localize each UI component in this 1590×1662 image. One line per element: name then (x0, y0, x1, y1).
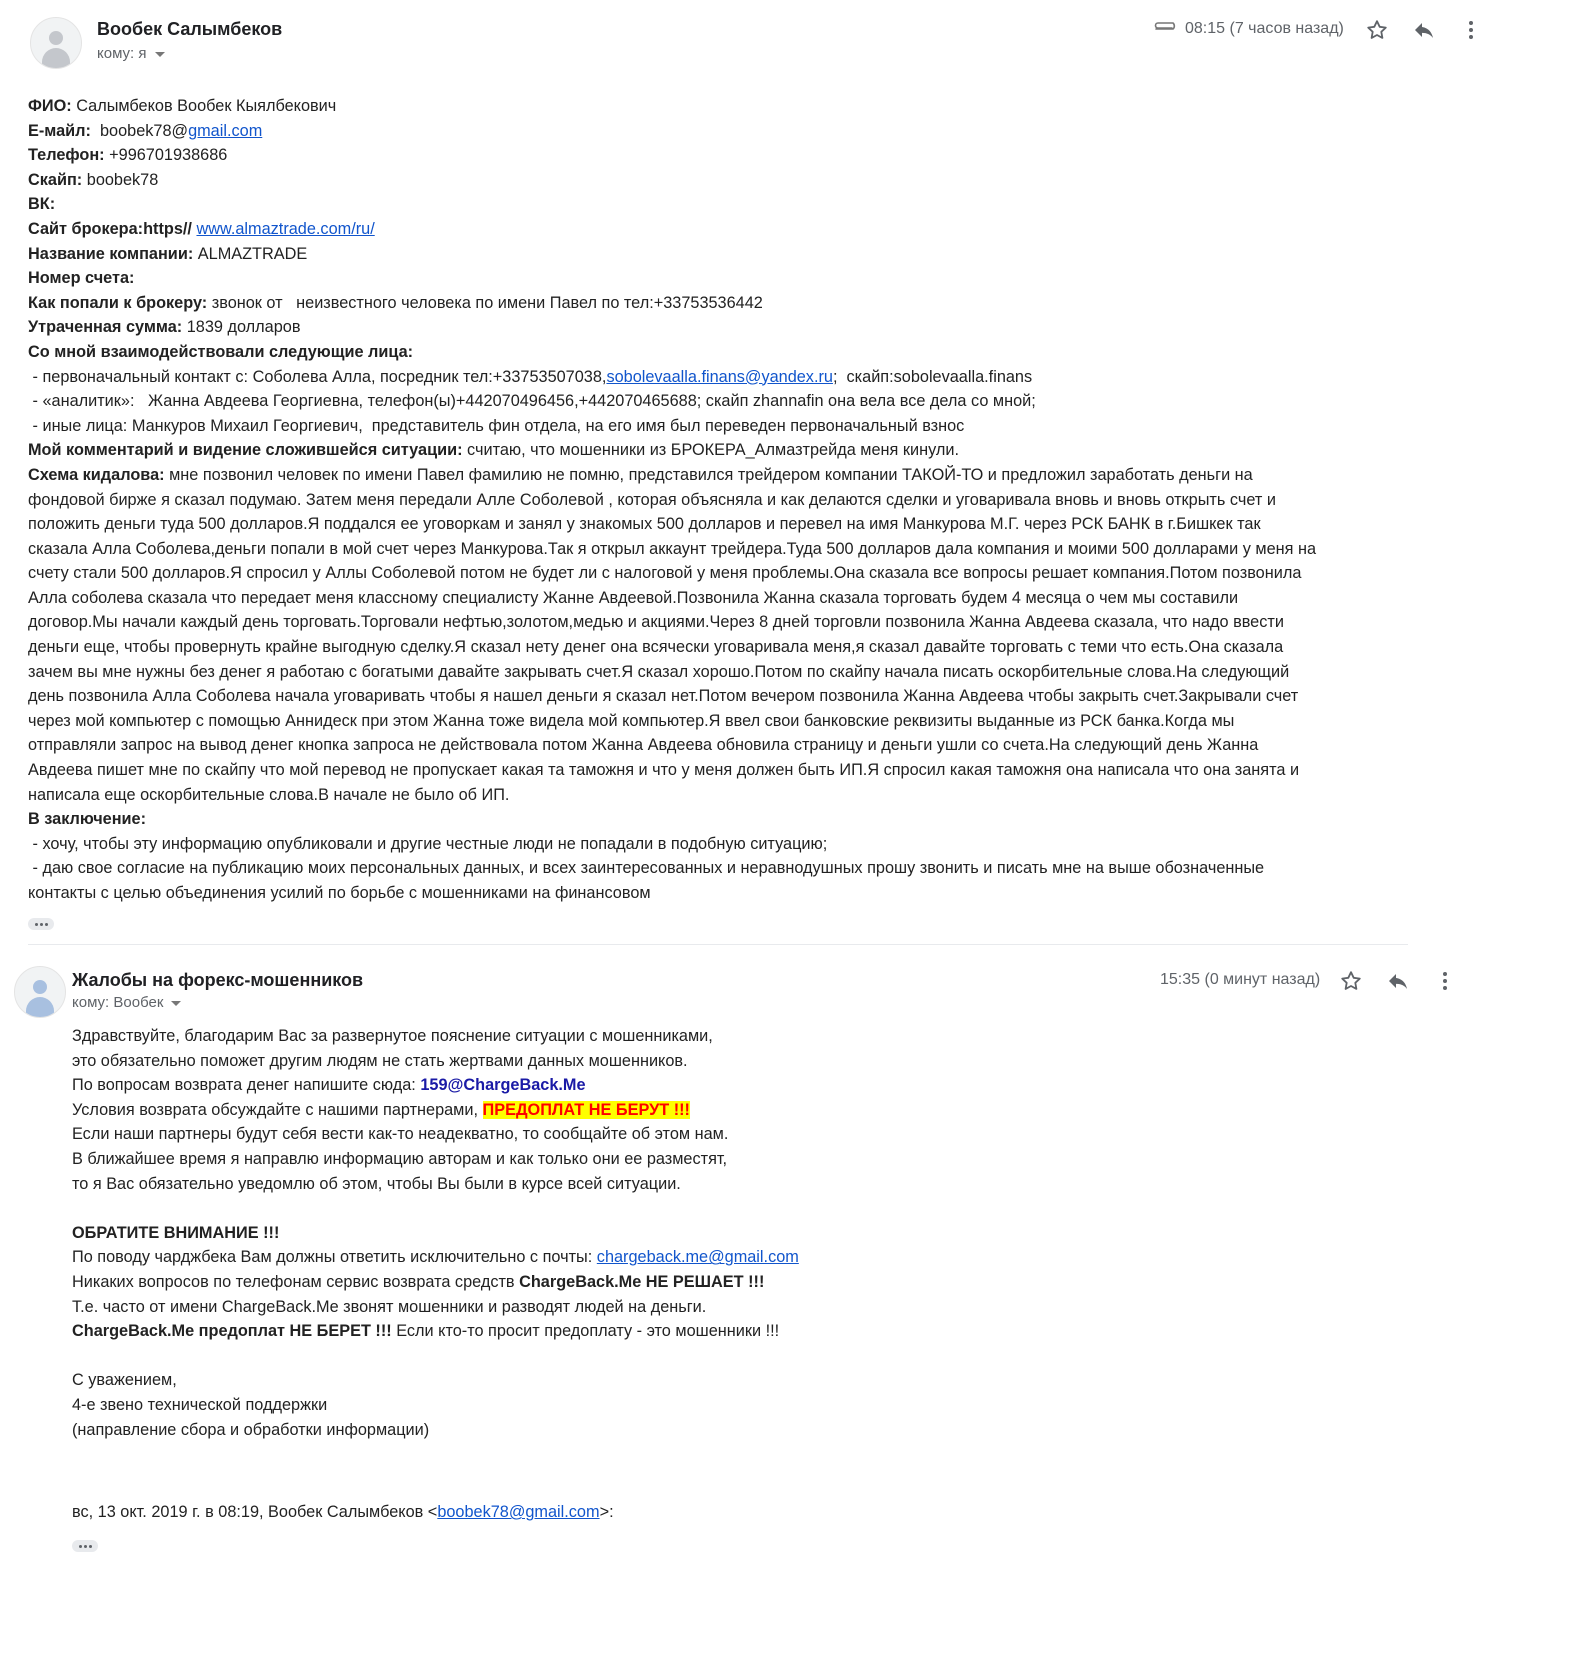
scheme-line: написала еще оскорбительные слова.В начале не было об ИП. (28, 785, 510, 804)
scheme-line: зачем вы мне нужны без денег я работаю с богатыми давайте закрывать счет.Я сказал хорошо.Потом по скайпу начала писать оскорбительные слова.На следующий (28, 662, 1290, 681)
body-line: Т.е. часто от имени ChargeBack.Me звонят мошенники и разводят людей на деньги. (72, 1297, 707, 1316)
field-broker-site: Сайт брокера:https// www.almaztrade.com/ru/ (28, 219, 375, 238)
sender-name[interactable]: Жалобы на форекс-мошенников (72, 970, 364, 990)
paperclip-icon (1153, 22, 1179, 36)
body-line: ChargeBack.Me предоплат НЕ БЕРЕТ !!! Если кто-то просит предоплату - это мошенники !!! (72, 1322, 780, 1341)
body-line: По вопросам возврата денег напишите сюда: 159@ChargeBack.Me (72, 1076, 586, 1095)
scheme-line: счету стали 500 долларов.Я спросил у Аллы Соболевой потом не будет ли с налоговой у меня проблемы.Она сказала все вопросы решает компания.Потом позвонила (28, 564, 1302, 583)
body-line: то я Вас обязательно уведомлю об этом, чтобы Вы были в курсе всей ситуации. (72, 1174, 681, 1193)
body-line: Здравствуйте, благодарим Вас за развернутое пояснение ситуации с мошенниками, (72, 1027, 713, 1045)
conclusion-1: - хочу, чтобы эту информацию опубликовали и другие честные люди не попадали в подобную ситуацию; (28, 834, 828, 853)
more-vert-icon[interactable] (1433, 969, 1457, 993)
body-line: Если наши партнеры будут себя вести как-то неадекватно, то сообщайте об этом нам. (72, 1125, 729, 1144)
chevron-down-icon[interactable] (171, 1001, 181, 1006)
signature-line: 4-е звено технической поддержки (72, 1395, 328, 1414)
scheme-line: фондовой бирже я сказал подумаю. Затем меня передали Алле Соболевой , которая объясняла и как делаются сделки и уговаривала вновь и вновь открыть счет и (28, 490, 1276, 509)
person-1-email-link[interactable]: sobolevaalla.finans@yandex.ru (606, 367, 833, 386)
sender-avatar (14, 966, 66, 1018)
sender-name[interactable]: Boобек Салымбеков (97, 19, 283, 39)
scheme-line: Схема кидалова: мне позвонил человек по имени Павел фамилию не помню, представился трейдером компании ТАКОЙ-ТО и предложил заработать деньги на (28, 465, 1253, 484)
field-how: Как попали к брокеру: звонок от неизвестного человека по имени Павел по тел:+33753536442 (28, 293, 763, 312)
conclusion-2: - даю свое согласие на публикацию моих персональных данных, и всех заинтересованных и неравнодушных прошу звонить и писать мне на выше обозначенные (28, 859, 1265, 878)
scheme-line: договор.Мы начали каждый день торговать.Торговали нефтью,золотом,медью и акциями.Через 8 дней торговли позвонила Жанна Авдеева сказала, что надо ввести (28, 613, 1284, 632)
chevron-down-icon[interactable] (155, 52, 165, 57)
star-icon[interactable] (1339, 969, 1363, 993)
scheme-line: отправляли запрос на вывод денег кнопка запроса не действовала потом Жанна Авдеева обновила страницу и деньги ушли со счета.На следующий день Жанна (28, 736, 1259, 755)
attention-heading: ОБРАТИТЕ ВНИМАНИЕ !!! (72, 1223, 280, 1242)
person-2: - «аналитик»: Жанна Авдеева Георгиевна, телефон(ы)+442070496456,+442070465688; скайп zhannafin она вела все дела со мной; (28, 392, 1036, 411)
recipient-details[interactable] (97, 45, 165, 62)
show-trimmed-content-button[interactable] (72, 1540, 98, 1552)
chargeback-gmail-link[interactable]: chargeback.me@gmail.com (596, 1248, 799, 1267)
message-time: 08:15 (7 часов назад) (1185, 20, 1344, 37)
field-skype: Скайп: boobek78 (28, 170, 159, 189)
body-line: Условия возврата обсуждайте с нашими партнерами, ПРЕДОПЛАТ НЕ БЕРУТ !!! (72, 1100, 690, 1119)
body-line: В ближайшее время я направлю информацию авторам и как только они ее разместят, (72, 1149, 728, 1168)
scheme-line: через мой компьютер с помощью Аннидеск при этом Жанна тоже видела мой компьютер.Я ввел свои банковские реквизиты выданные из РСК банка.Когда мы (28, 711, 1235, 730)
field-lost: Утраченная сумма: 1839 долларов (28, 318, 301, 337)
email-domain-link[interactable]: gmail.com (188, 121, 263, 140)
conclusion-3: контакты с целью объединения усилий по борьбе с мошенниками на финансовом (28, 884, 651, 902)
broker-site-link[interactable]: www.almaztrade.com/ru/ (196, 219, 375, 238)
message-time: 15:35 (0 минут назад) (1160, 971, 1321, 988)
body-line: Никаких вопросов по телефонам сервис возврата средств ChargeBack.Me НЕ РЕШАЕТ !!! (72, 1272, 765, 1291)
message-1-body (28, 94, 1316, 906)
quoted-header: вс, 13 окт. 2019 г. в 08:19, Boобек Салымбеков <boobek78@gmail.com>: (72, 1503, 614, 1521)
message-divider (28, 944, 1408, 945)
reply-icon[interactable] (1412, 18, 1436, 42)
scheme-line: день позвонила Алла Соболева начала уговаривать чтобы я нашел деньги я сказал нет.Потом вечером позвонила Жанна Авдеева чтобы закрыть счет.Закрывали счет (28, 687, 1299, 706)
scheme-line: деньги еще, чтобы провернуть крайне выгодную сделку.Я сказал нету денег она всячески уговаривала меня,я сказал давайте торговать с теми что есть.Она сказала (28, 638, 1284, 657)
person-3: - иные лица: Манкуров Михаил Георгиевич, представитель фин отдела, на его имя был переведен первоначальный взнос (28, 416, 965, 435)
scheme-line: сказала Алла Соболева,деньги попали в мой счет через Манкурова.Так я открыл аккаунт трейдера.Туда 500 долларов дала компания и моими 500 долларами у меня на (28, 539, 1317, 558)
field-comment: Мой комментарий и видение сложившейся ситуации: считаю, что мошенники из БРОКЕРА_Алмазтрейда меня кинули. (28, 441, 959, 460)
recipient-label: кому: Boобек (72, 994, 164, 1011)
signature-line: (направление сбора и обработки информации) (72, 1420, 430, 1439)
field-persons: Со мной взаимодействовали следующие лица: (28, 342, 414, 361)
sender-avatar (30, 17, 82, 69)
chargeback-email[interactable]: 159@ChargeBack.Me (420, 1076, 586, 1095)
reply-icon[interactable] (1386, 969, 1410, 993)
field-company: Название компании: ALMAZTRADE (28, 244, 308, 263)
scheme-line: Авдеева пишет мне по скайпу что мой перевод не пропускает какая та таможня и что у меня должен быть ИП.Я спросил какая таможня она написала что она занята и (28, 761, 1300, 780)
recipient-label: кому: я (97, 45, 147, 62)
quoted-sender-email-link[interactable]: boobek78@gmail.com (437, 1503, 600, 1521)
message-2-body (72, 1024, 799, 1442)
star-icon[interactable] (1365, 18, 1389, 42)
person-1: - первоначальный контакт с: Соболева Алла, посредник тел:+33753507038,sobolevaalla.finans@yandex.ru; скайп:sobolevaalla.finans (28, 367, 1033, 386)
body-line: По поводу чарджбека Вам должны ответить исключительно с почты: chargeback.me@gmail.com (72, 1248, 799, 1267)
field-email: Е-майл: boobek78@gmail.com (28, 121, 263, 140)
field-fio: ФИО: Салымбеков Boобек Кыялбекович (28, 97, 337, 115)
body-line: это обязательно поможет другим людям не стать жертвами данных мошенников. (72, 1051, 688, 1070)
more-vert-icon[interactable] (1459, 18, 1483, 42)
field-account: Номер счета: (28, 269, 135, 288)
recipient-details[interactable] (72, 994, 181, 1011)
field-vk: ВК: (28, 195, 56, 214)
person-icon (33, 980, 47, 994)
show-trimmed-content-button[interactable] (28, 918, 54, 930)
scheme-line: положить деньги туда 500 долларов.Я поддался ее уговоркам и занял у знакомых 500 долларов и перевел на имя Манкурова М.Г. через РСК БАНК в г.Бишкек так (28, 515, 1261, 534)
no-prepayment-warning: ПРЕДОПЛАТ НЕ БЕРУТ !!! (482, 1100, 690, 1119)
field-conclusion: В заключение: (28, 810, 147, 829)
signature-regards: С уважением, (72, 1371, 177, 1390)
field-phone: Телефон: +996701938686 (28, 146, 228, 165)
person-icon (49, 31, 63, 45)
scheme-line: Алла соболева сказала что передает меня классному специалисту Жанне Авдеевой.Позвонила Жанна сказала торговать будем 4 месяца о чем мы составили (28, 588, 1239, 607)
